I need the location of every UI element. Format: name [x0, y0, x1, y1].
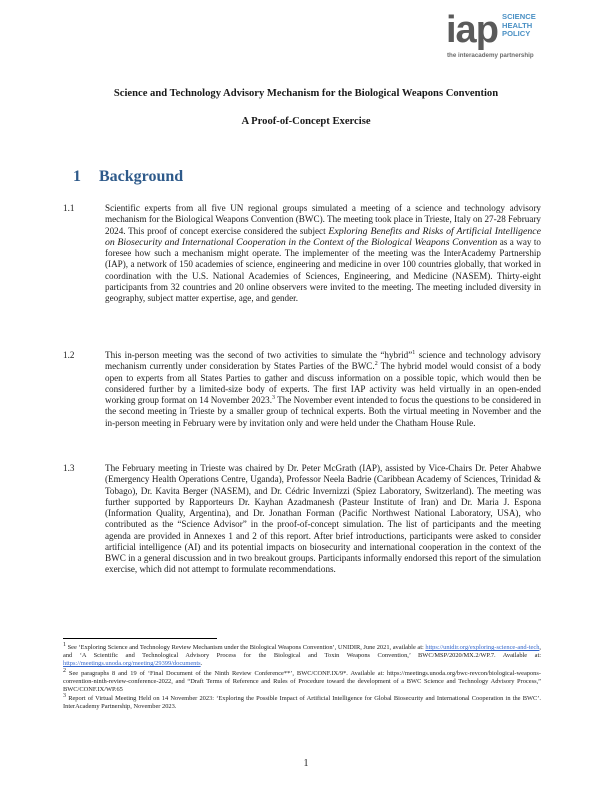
paragraph-text-part: The November event intended to focus the questions to be considered in the second meeting in Trieste by a smaller group of technical experts. Both the virtual meeting in November and the in-person meeting in February were by invitation only and were held under the Chatham House Rule.: [105, 395, 541, 428]
logo-tagline: [502, 13, 536, 39]
footnote-text: Report of Virtual Meeting Held on 14 November 2023: ‘Exploring the Possible Impact of Artificial Intelligence for Global Biosecurity and International Cooperation in the BWC’. InterAcademy Partnership, November 2023.: [63, 695, 541, 711]
logo-tagline-health: HEALTH: [502, 20, 533, 30]
paragraph-text-part: The hybrid model would consist of a body open to experts from all States Parties to gather and discuss information on a possible topic, which would then be considered further by a limited-size body of experts. The first IAP activity was held virtually in an open-ended working group format on 14 November 2023.: [105, 361, 542, 405]
footnote-ref[interactable]: 3: [272, 394, 276, 401]
logo-tagline-policy: POLICY: [502, 29, 531, 39]
paragraph-text-part: as a way to foresee how such a mechanism might operate. The implementer of the meeting was the InterAcademy Partnership (IAP), a network of 150 academies of science, engineering and medicine in over 100 countries globally, that worked in coordination with the U.S. National Academies of Sciences, Engineering, and Medicine (NASEM). Thirty-eight participants from 32 countries and 20 online observers were invited to the meeting. The meeting included diversity in geography, subject matter expertise, age, and gender.: [105, 236, 541, 303]
footnote-text: See paragraphs 8 and 19 of ‘Final Document of the Ninth Review Conference**’, BWC/CONF.IX/9*. Available at: https://meetings.unoda.org/bwc-revcon/biological-weapons-convention-ninth-review-conference-2022, and “Draft Terms of Reference and Rules of Procedure toward the development of a BWC Science and Technology Advisory Process,” BWC/CONF.IX/WP.65: [63, 669, 541, 694]
footnote-number: 3: [63, 693, 66, 700]
footnote-ref[interactable]: 1: [412, 349, 416, 356]
footnote-text: See ‘Exploring Science and Technology Review Mechanism under the Biological Weapons Convention’, UNIDIR, June 2021, available at:: [66, 644, 426, 651]
section-title: Background: [99, 168, 184, 185]
footnote-number: 1: [63, 641, 66, 648]
footnote-text: , and ‘A Scientific and Technological Advisory Process for the Biological and Toxin Weapons Convention,’ BWC/MSP/2020/MX.2/WP.7. Available at:: [63, 644, 541, 660]
paragraph-number: 1.1: [63, 203, 75, 213]
footnote-2: [63, 667, 541, 695]
section-heading: [73, 168, 183, 186]
logo-tagline-science: SCIENCE: [502, 12, 536, 21]
section-number: 1: [73, 168, 81, 185]
logo-subtitle: the interacademy partnership: [447, 52, 534, 59]
footnote-link-unoda[interactable]: https://meetings.unoda.org/meeting/29399/documents: [63, 660, 201, 668]
footnote-text: .: [200, 660, 203, 668]
paragraph-italic-subject: Exploring Benefits and Risks of Artificial Intelligence on Biosecurity and International Cooperation in the Context of the Biological Weapons Convention: [105, 225, 541, 248]
paragraph-number: 1.2: [63, 350, 75, 360]
paragraph-text: [105, 203, 541, 304]
paragraph-text-part: science and technology advisory mechanism currently under consideration by States Parties of the BWC.: [105, 350, 541, 372]
footnote-3: [63, 695, 541, 711]
iap-logo: [446, 10, 586, 60]
logo-wordmark: iap: [446, 9, 498, 51]
document-title: Science and Technology Advisory Mechanism for the Biological Weapons Convention: [113, 88, 499, 99]
footnotes: [63, 641, 541, 713]
paragraph-text-part: This in-person meeting was the second of two activities to simulate the “hybrid”: [105, 350, 413, 360]
document-subtitle: A Proof-of-Concept Exercise: [241, 116, 371, 127]
paragraph-text-part: Scientific experts from all five UN regional groups simulated a meeting of a science and technology advisory mechanism for the Biological Weapons Convention (BWC). The meeting took place in Trieste, Italy on 27-28 February 2024. This proof of concept exercise considered the subject: [105, 203, 541, 236]
footnote-1: [63, 641, 541, 669]
paragraph-number: 1.3: [63, 463, 75, 473]
footnote-divider: [63, 638, 217, 639]
footnote-number: 2: [63, 667, 66, 674]
paragraph-text: The February meeting in Trieste was chaired by Dr. Peter McGrath (IAP), assisted by Vice-Chairs Dr. Peter Ahabwe (Emergency Health Operations Centre, Uganda), Professor Neela Badrie (Caribbean Academy of Sciences, Trinidad & Tobago), Dr. Kavita Berger (NASEM), and Dr. Cédric Invernizzi (Spiez Laboratory, Switzerland). The meeting was further supported by Rapporteurs Dr. Kayhan Azadmanesh (Pasteur Institute of Iran) and Dr. Maria J. Espona (Information Quality, Argentina), and Dr. Jonathan Forman (Pacific Northwest National Laboratory, USA), who contributed as the “Science Advisor” in the proof-of-concept simulation. The list of participants and the meeting agenda are provided in Annexes 1 and 2 of this report. After brief introductions, participants were asked to consider artificial intelligence (AI) and its potential impacts on biosecurity and international cooperation in the context of the BWC in a general discussion and in two breakout groups. Participants informally endorsed this report of the simulation exercise, which did not attempt to formulate recommendations.: [105, 463, 541, 575]
paragraph-text: [105, 350, 541, 429]
page-number: 1: [303, 758, 309, 769]
footnote-link-unidir[interactable]: https://unidir.org/exploring-science-and-tech: [425, 644, 540, 651]
footnote-ref[interactable]: 2: [374, 361, 378, 368]
